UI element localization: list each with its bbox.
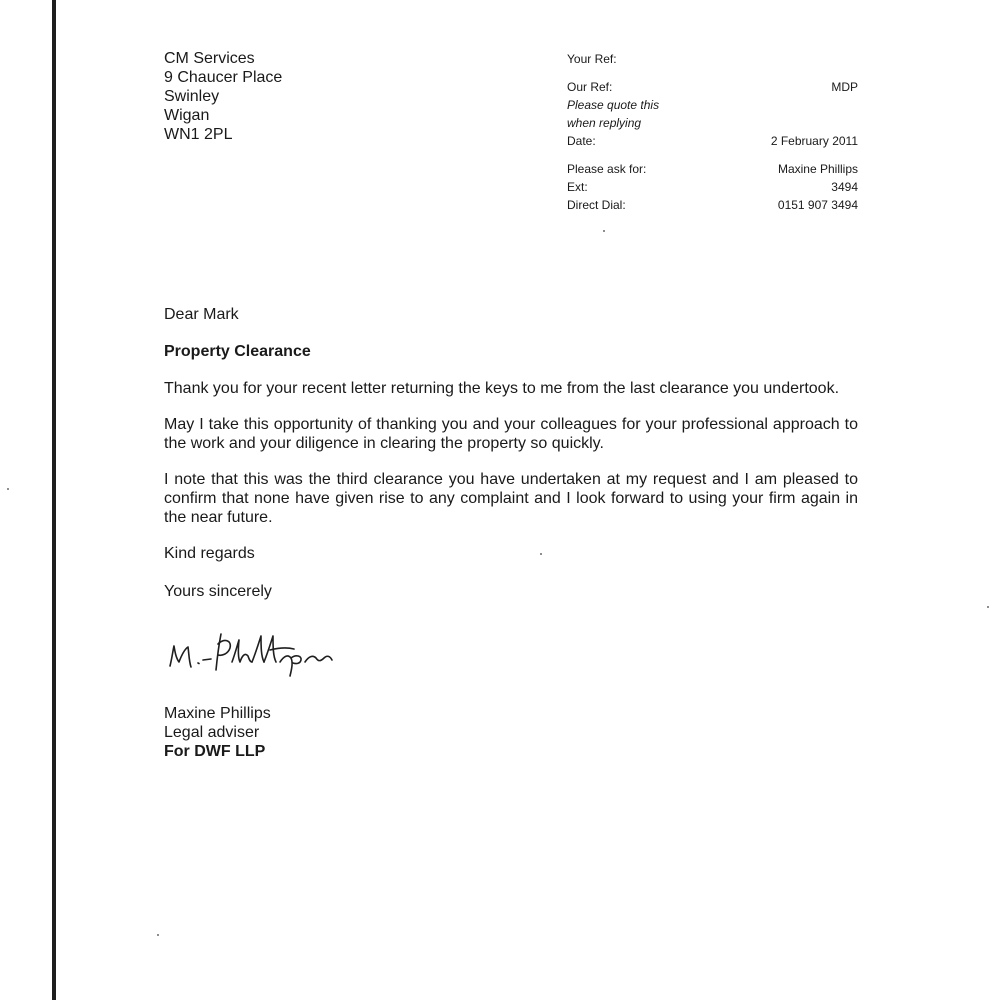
ext-label: Ext: [567, 180, 588, 194]
date-value: 2 February 2011 [770, 134, 858, 148]
quote-note-line-1: Please quote this [567, 98, 660, 112]
direct-dial-label: Direct Dial: [567, 198, 626, 212]
scan-speck [7, 488, 9, 490]
signatory-firm: For DWF LLP [164, 743, 266, 760]
subject-heading: Property Clearance [164, 343, 311, 360]
our-ref-label: Our Ref: [567, 80, 613, 94]
scan-speck [157, 934, 159, 936]
scanned-page-edge [52, 0, 56, 1000]
signatory-role: Legal adviser [164, 724, 260, 741]
quote-note-row [567, 114, 858, 132]
scan-speck [540, 553, 542, 555]
letter-body [164, 305, 858, 601]
kind-regards: Kind regards [164, 545, 255, 562]
address-line: 9 Chaucer Place [164, 69, 283, 86]
ask-for-row [567, 160, 858, 178]
signatory-name: Maxine Phillips [164, 705, 271, 722]
scan-speck [603, 230, 605, 232]
body-paragraph: Thank you for your recent letter returning the keys to me from the last clearance you undertook. [164, 380, 840, 397]
our-ref-value: MDP [831, 80, 858, 94]
address-line: WN1 2PL [164, 126, 233, 143]
ask-for-value: Maxine Phillips [777, 162, 858, 176]
recipient-address [164, 49, 282, 144]
address-line: CM Services [164, 50, 255, 67]
body-paragraph: May I take this opportunity of thanking you and your colleagues for your professional approach to the work and your diligence in clearing the property so quickly. [164, 416, 858, 452]
ask-for-label: Please ask for: [567, 162, 647, 176]
date-label: Date: [567, 134, 596, 148]
your-ref-label: Your Ref: [567, 52, 617, 66]
our-ref-row [567, 78, 858, 96]
date-row [567, 132, 858, 150]
ext-value: 3494 [831, 180, 858, 194]
address-line: Swinley [164, 88, 220, 105]
handwritten-signature [160, 622, 360, 682]
your-ref-row [567, 50, 858, 68]
ext-row [567, 178, 858, 196]
scan-speck [987, 606, 989, 608]
sign-off: Yours sincerely [164, 583, 272, 600]
salutation: Dear Mark [164, 306, 239, 323]
direct-dial-row [567, 196, 858, 214]
quote-note-row [567, 96, 858, 114]
body-paragraph: I note that this was the third clearance you have undertaken at my request and I am pleased to confirm that none have given rise to any complaint and I look forward to using your firm again in the near future. [164, 471, 858, 526]
quote-note-line-2: when replying [567, 116, 642, 130]
address-line: Wigan [164, 107, 210, 124]
direct-dial-value: 0151 907 3494 [777, 198, 858, 212]
reference-block [567, 50, 858, 214]
signatory-block [164, 704, 271, 761]
